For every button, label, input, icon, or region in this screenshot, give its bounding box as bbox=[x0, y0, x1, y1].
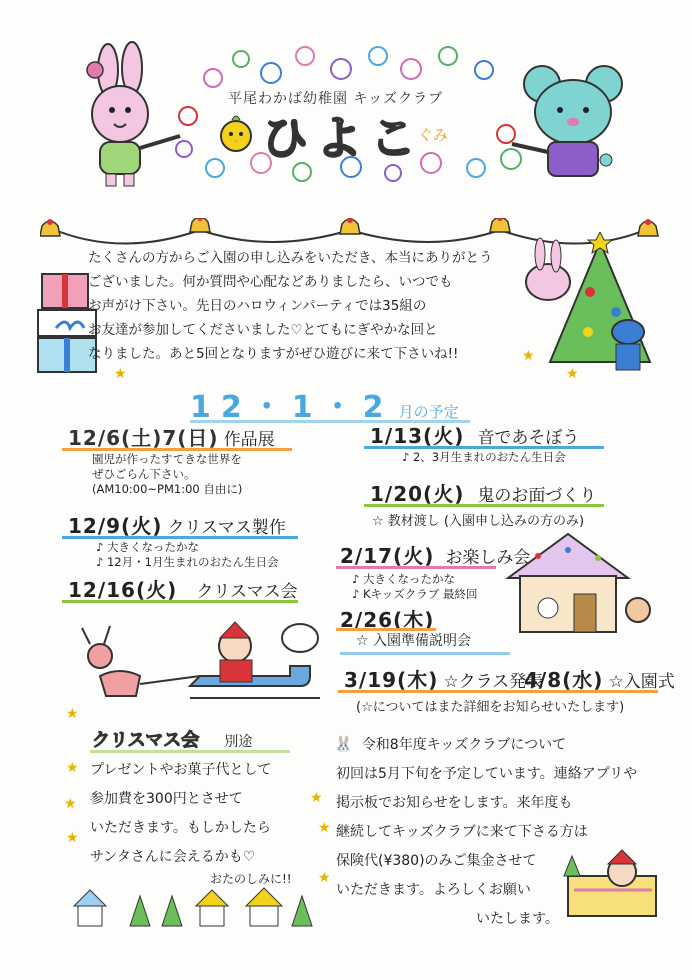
xmas-note-line: いただきます。もしかしたら bbox=[90, 820, 271, 836]
xmas-note-title-row bbox=[92, 726, 252, 752]
kids-club-line: 掲示板でお知らせをします。来年度も bbox=[336, 795, 573, 811]
star-icon: ★ bbox=[66, 706, 79, 722]
school-name: 平尾わかば幼稚園 キッズクラブ bbox=[228, 91, 444, 107]
event-note: 園児が作ったすてきな世界を bbox=[92, 452, 242, 466]
event-date: 2/26(木) bbox=[340, 608, 435, 632]
event-date: 4/8(水) bbox=[524, 668, 604, 692]
santa-sleigh-icon bbox=[60, 616, 330, 716]
bubble-decoration bbox=[368, 46, 388, 66]
event-note: ♪ 大きくなったかな bbox=[96, 540, 199, 554]
bubble-decoration bbox=[474, 60, 494, 80]
event-date: 2/17(火) bbox=[340, 544, 435, 568]
schedule-months: 12・1・2 bbox=[190, 390, 394, 425]
xmas-note-line: 参加費を300円とさせて bbox=[90, 791, 243, 807]
star-icon: ★ bbox=[522, 348, 535, 364]
xmas-note-line: プレゼントやお菓子代として bbox=[90, 762, 272, 778]
title-suffix: ぐみ bbox=[418, 126, 449, 144]
chick-icon bbox=[216, 112, 256, 154]
event-notes bbox=[92, 452, 332, 497]
event-date: 12/16(火) bbox=[68, 578, 178, 602]
star-icon: ★ bbox=[114, 366, 127, 382]
mouse-mascot-icon bbox=[508, 60, 638, 190]
schedule-suffix: 月の予定 bbox=[398, 403, 459, 421]
left-event-2 bbox=[68, 510, 358, 539]
bubble-decoration bbox=[203, 68, 223, 88]
bubble-decoration bbox=[260, 62, 282, 84]
event-note: ♪ Kキッズクラブ 最終回 bbox=[352, 587, 478, 601]
event-title: 鬼のお面づくり bbox=[477, 486, 597, 506]
event-title: 作品展 bbox=[223, 430, 275, 450]
xmas-note-line: サンタさんに会えるかも♡ bbox=[90, 849, 256, 865]
event-note: (AM10:00~PM1:00 自由に) bbox=[92, 482, 243, 496]
intro-paragraph bbox=[88, 246, 548, 366]
left-event-1 bbox=[68, 422, 358, 451]
xmas-note-body bbox=[90, 756, 320, 886]
event-title: ☆クラス発表 bbox=[443, 672, 544, 692]
kids-club-line: いただきます。よろしくお願い bbox=[336, 882, 531, 898]
kids-club-line: 初回は5月下旬を予定しています。連絡アプリや bbox=[336, 766, 638, 782]
bubble-decoration bbox=[466, 158, 486, 178]
bed-icon bbox=[562, 846, 662, 926]
left-event-3 bbox=[68, 574, 358, 603]
rabbit-icon: 🐰 bbox=[334, 735, 353, 753]
event-underline bbox=[340, 652, 510, 655]
kids-club-line: いたします。 bbox=[476, 911, 559, 927]
event-date: 3/19(木) bbox=[344, 668, 439, 692]
event-note: ♪ 大きくなったかな bbox=[352, 572, 455, 586]
kids-club-title-row bbox=[334, 734, 566, 754]
star-icon: ★ bbox=[66, 760, 79, 776]
star-icon: ★ bbox=[310, 790, 323, 806]
event-underline bbox=[62, 448, 292, 451]
event-title: お楽しみ会 bbox=[445, 548, 531, 568]
rabbit-mascot-icon bbox=[70, 40, 190, 190]
star-icon: ★ bbox=[66, 830, 79, 846]
event-date: 12/9(火) bbox=[68, 514, 163, 538]
kids-club-line: 継続してキッズクラブに来て下さる方は bbox=[336, 824, 588, 840]
event-note: ♪ 2、3月生まれのおたん生日会 bbox=[402, 450, 566, 464]
bottom-event-2 bbox=[524, 664, 675, 693]
intro-line: たくさんの方からご入園の申し込みをいただき、本当にありがとう bbox=[88, 250, 493, 266]
right-event-2 bbox=[370, 478, 670, 507]
intro-line: ございました。何か質問や心配などありましたら、いつでも bbox=[88, 274, 453, 290]
event-date: 1/13(火) bbox=[370, 424, 465, 448]
event-underline bbox=[62, 536, 298, 539]
event-title: ☆入園式 bbox=[608, 672, 675, 692]
star-icon: ★ bbox=[566, 366, 579, 382]
kids-club-title: 令和8年度キッズクラブについて bbox=[361, 737, 567, 753]
event-underline bbox=[336, 566, 496, 569]
bottom-event-1 bbox=[344, 664, 543, 693]
intro-line: お友達が参加してくださいました♡とてもにぎやかな回と bbox=[88, 322, 438, 338]
kids-club-line: 保険代(¥380)のみご集金させて bbox=[336, 853, 537, 869]
bubble-decoration bbox=[205, 158, 225, 178]
note-underline bbox=[90, 750, 290, 753]
event-notes bbox=[96, 540, 336, 570]
bubble-decoration bbox=[438, 46, 458, 66]
event-title: クリスマス製作 bbox=[167, 518, 286, 538]
bubble-decoration bbox=[330, 58, 352, 80]
right-event-1 bbox=[370, 420, 670, 449]
star-icon: ★ bbox=[318, 870, 331, 886]
star-icon: ★ bbox=[64, 796, 77, 812]
event-note: ☆ 教材渡し (入園申し込みの方のみ) bbox=[372, 514, 585, 529]
event-underline bbox=[62, 600, 298, 603]
intro-line: お声がけ下さい。先日のハロウィンパーティでは35組の bbox=[88, 298, 427, 314]
event-note: ☆ 入園準備説明会 bbox=[356, 633, 472, 649]
event-title: クリスマス会 bbox=[196, 582, 298, 602]
xmas-note-title: クリスマス会 bbox=[92, 730, 200, 751]
bubble-decoration bbox=[232, 50, 250, 68]
event-underline bbox=[338, 690, 658, 693]
event-date: 1/20(火) bbox=[370, 482, 465, 506]
xmas-note-line: おたのしみに!! bbox=[210, 872, 292, 886]
bubble-decoration bbox=[400, 58, 422, 80]
event-date: 12/6(土)7(日) bbox=[68, 426, 219, 450]
event-notes bbox=[352, 572, 477, 602]
page-title: ひよこ bbox=[262, 111, 424, 165]
star-icon: ★ bbox=[318, 820, 331, 836]
event-underline bbox=[364, 446, 604, 449]
event-title: 音であそぼう bbox=[477, 428, 580, 448]
gingerbread-house-icon bbox=[498, 528, 658, 638]
event-underline bbox=[364, 504, 604, 507]
bubble-decoration bbox=[295, 46, 315, 66]
village-icon bbox=[70, 886, 320, 930]
bottom-note: (☆についてはまた詳細をお知らせいたします) bbox=[356, 700, 625, 715]
xmas-note-tag: 別途 bbox=[224, 734, 253, 750]
event-note: ぜひごらん下さい。 bbox=[92, 467, 196, 481]
intro-line: なりました。あと5回となりますがぜひ遊びに来て下さいね!! bbox=[88, 346, 459, 362]
event-note: ♪ 12月・1月生まれのおたん生日会 bbox=[96, 555, 279, 569]
